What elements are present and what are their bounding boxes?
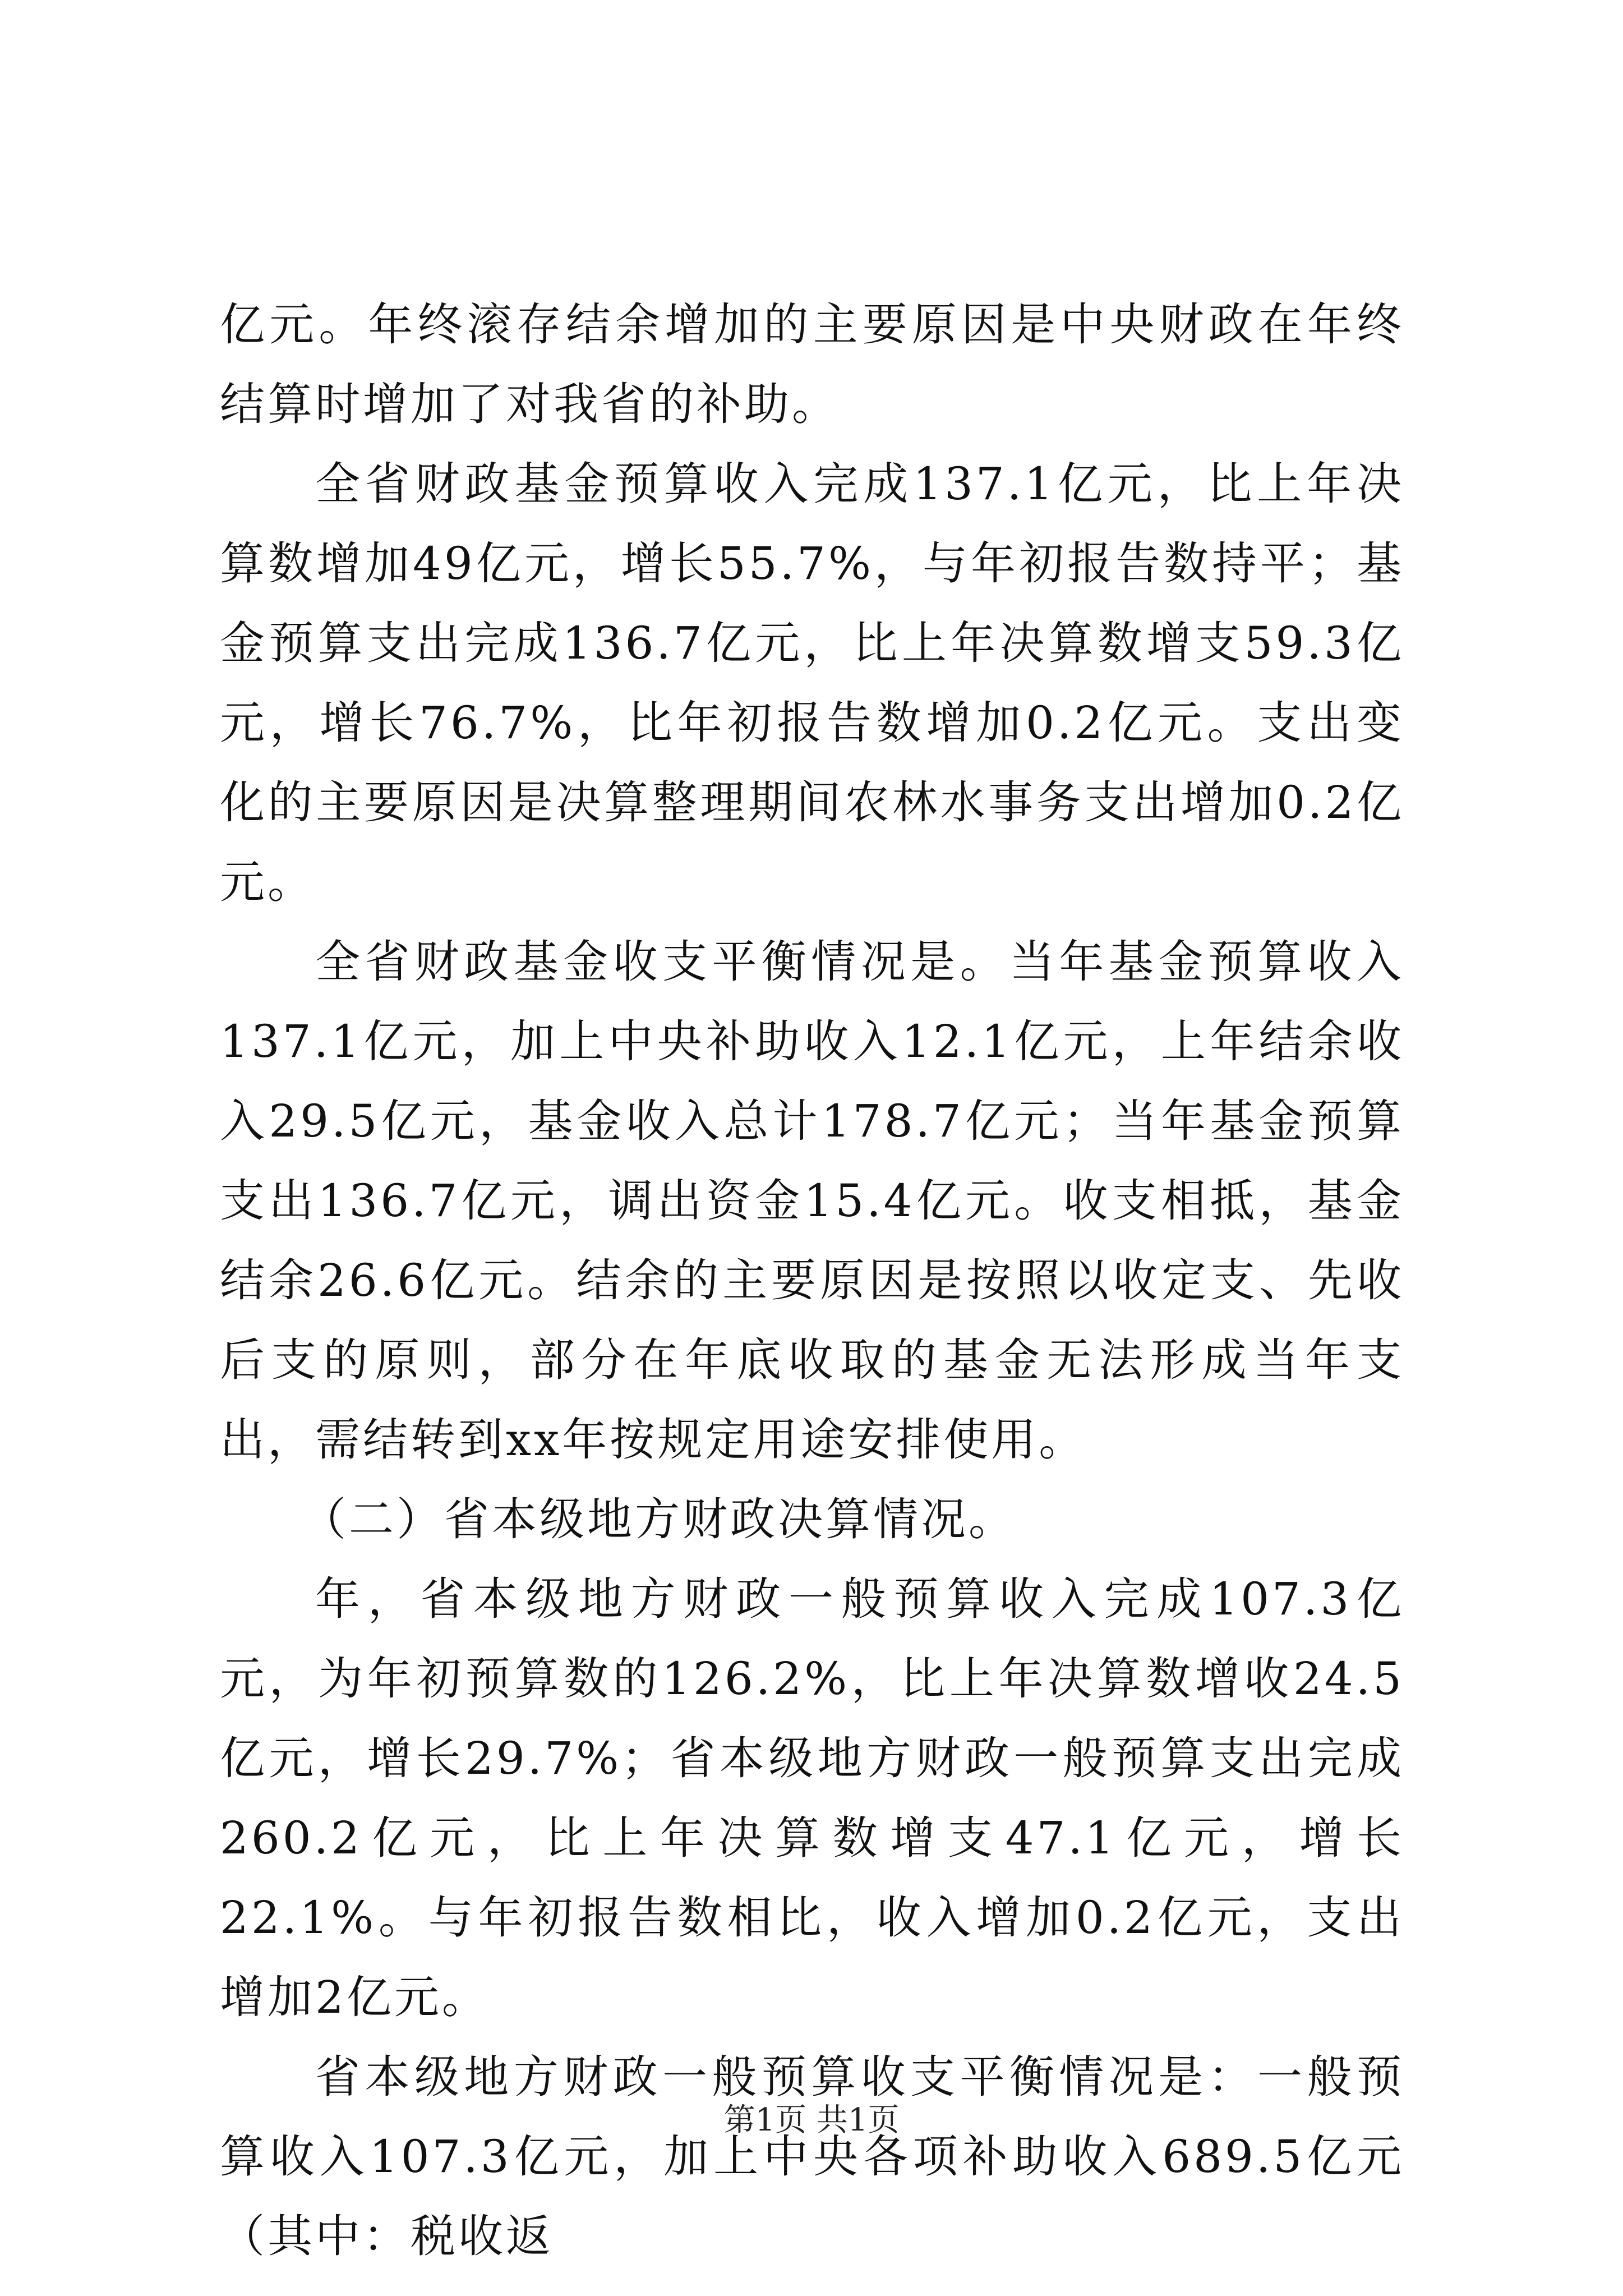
paragraph-continuation: 亿元。年终滚存结余增加的主要原因是中央财政在年终结算时增加了对我省的补助。 (220, 298, 1404, 430)
section-heading: （二）省本级地方财政决算情况。 (301, 1493, 1016, 1545)
paragraph-provincial-balance: 省本级地方财政一般预算收支平衡情况是：一般预算收入107.3亿元，加上中央各项补助收入689.5亿元（其中：税收返 (220, 2051, 1404, 2262)
paragraph-fund-balance: 全省财政基金收支平衡情况是。当年基金预算收入137.1亿元，加上中央补助收入12.1亿元，上年结余收入29.5亿元，基金收入总计178.7亿元；当年基金预算支出136.7亿元，调出资金15.4亿元。收支相抵，基金结余26.6亿元。结余的主要原因是按照以收定支、先收后支的原则，部分在年底收取的基金无法形成当年支出，需结转到xx年按规定用途安排使用。 (220, 936, 1404, 1466)
document-body (220, 285, 1404, 2276)
paragraph-provincial-budget: 年，省本级地方财政一般预算收入完成107.3亿元，为年初预算数的126.2%，比上年决算数增收24.5亿元，增长29.7%；省本级地方财政一般预算支出完成260.2亿元，比上年决算数增支47.1亿元，增长22.1%。与年初报告数相比，收入增加0.2亿元，支出增加2亿元。 (220, 1573, 1404, 2023)
paragraph-fund-budget: 全省财政基金预算收入完成137.1亿元，比上年决算数增加49亿元，增长55.7%，与年初报告数持平；基金预算支出完成136.7亿元，比上年决算数增支59.3亿元，增长76.7%，比年初报告数增加0.2亿元。支出变化的主要原因是决算整理期间农林水事务支出增加0.2亿元。 (220, 458, 1404, 908)
page-footer: 第1页 共1页 (723, 2102, 900, 2138)
